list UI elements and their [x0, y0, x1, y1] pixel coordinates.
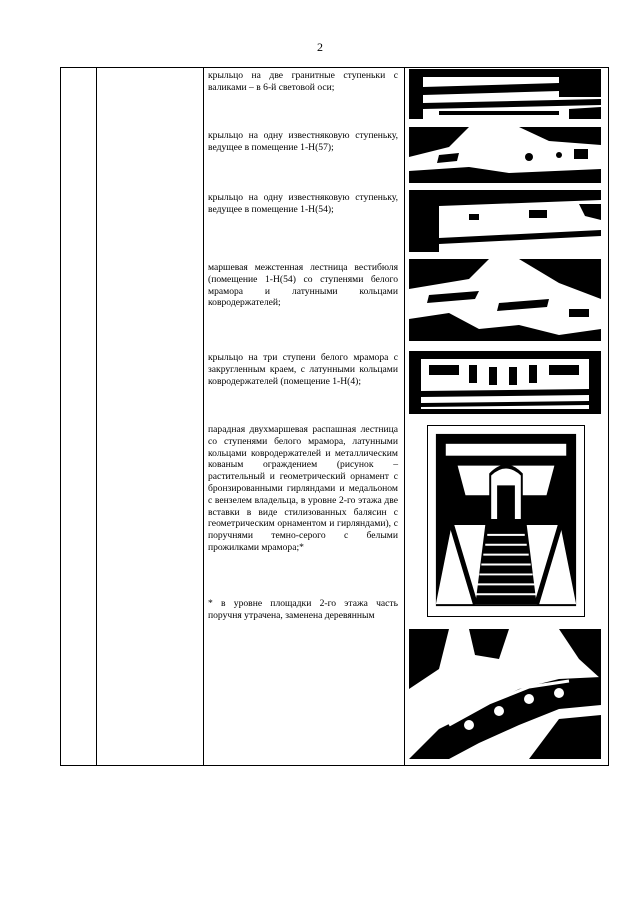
element-description-4: маршевая межстенная лестница вестибюля (помещение 1-Н(54) со ступенями белого мрамора и латунными кольцами ковродержателей;	[208, 262, 398, 309]
limestone-step-photo-1	[409, 127, 601, 183]
page-number: 2	[317, 40, 323, 54]
column-divider-2	[203, 68, 204, 765]
column-divider-1	[96, 68, 97, 765]
marble-stair-photo	[409, 259, 601, 341]
granite-steps-photo	[409, 69, 601, 119]
element-description-3: крыльцо на одну известняковую ступеньку, ведущее в помещение 1-Н(54);	[208, 192, 398, 215]
element-description-5: крыльцо на три ступени белого мрамора с закругленным краем, с латунными кольцами ковродержателей (помещение 1-Н(4);	[208, 352, 398, 387]
limestone-step-photo-2	[409, 190, 601, 252]
grand-staircase-photo	[427, 425, 585, 617]
element-description-6: парадная двухмаршевая распашная лестница со ступенями белого мрамора, латунными кольцами ковродержателей и металлическим кованым ограждением (рисунок – растительный и геометрический орнамент с бронзированными гирляндами и медальоном с вензелем владельца, в уровне 2-го этажа две вставки в виде стилизованных балясин с геометрическим орнаментом и гирляндами), с поручнями темно-серого с белыми прожилками мрамора;*	[208, 424, 398, 553]
marble-porch-photo	[409, 351, 601, 414]
staircase-railing-photo	[409, 629, 601, 759]
element-description-2: крыльцо на одну известняковую ступеньку, ведущее в помещение 1-Н(57);	[208, 130, 398, 153]
column-divider-3	[404, 68, 405, 765]
footnote: * в уровне площадки 2-го этажа часть поручня утрачена, заменена деревянным	[208, 598, 398, 621]
element-description-1: крыльцо на две гранитные ступеньки с валиками – в 6-й световой оси;	[208, 70, 398, 93]
